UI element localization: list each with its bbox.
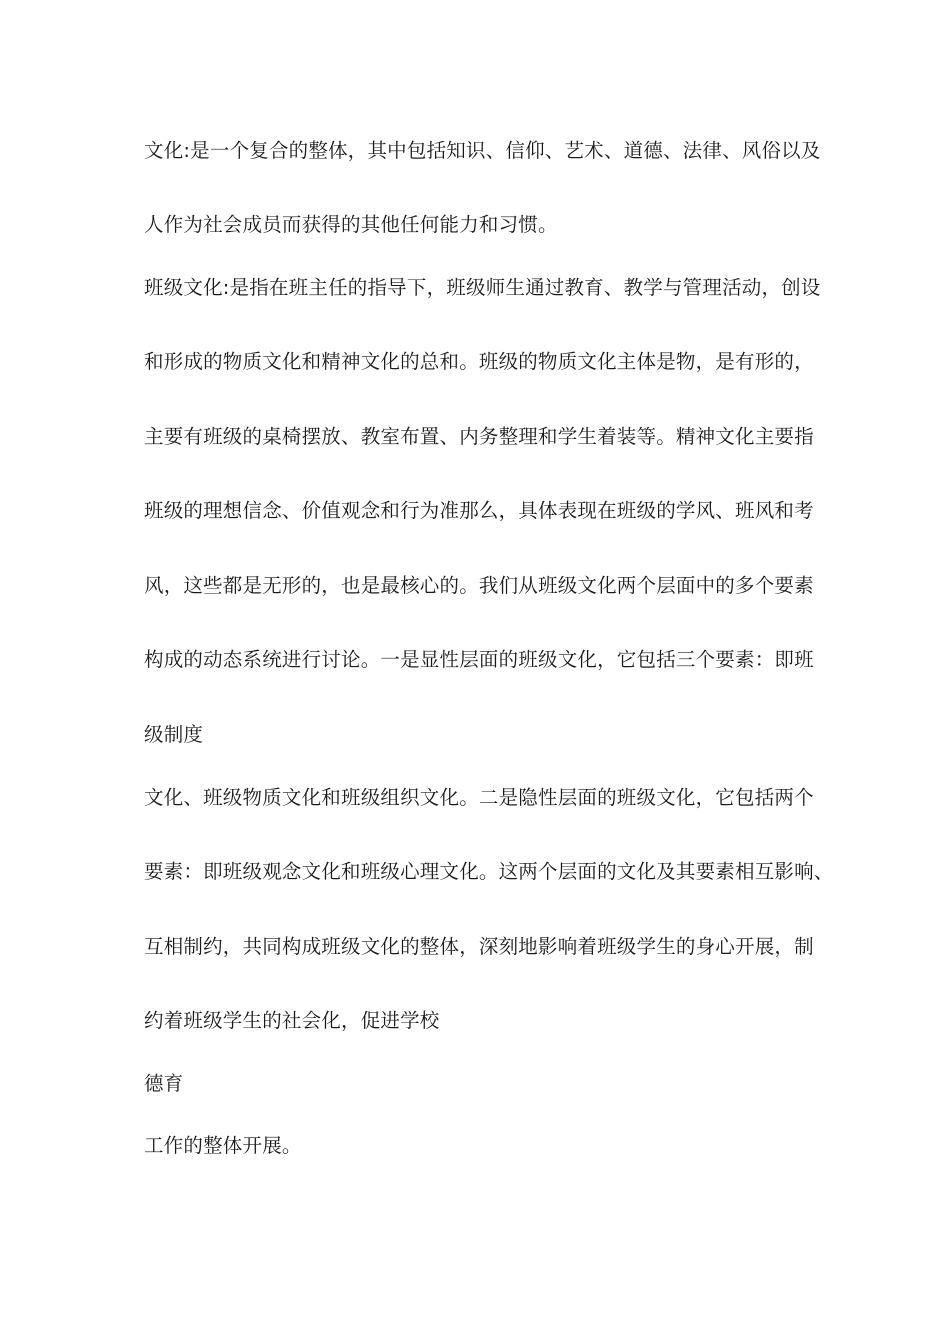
text-line-12: 互相制约，共同构成班级文化的整体，深刻地影响着班级学生的身心开展，制: [144, 935, 814, 958]
text-line-5: 主要有班级的桌椅摆放、教室布置、内务整理和学生着装等。精神文化主要指: [144, 425, 814, 448]
text-line-15: 工作的整体开展。: [144, 1134, 302, 1157]
text-line-4: 和形成的物质文化和精神文化的总和。班级的物质文化主体是物，是有形的，: [144, 350, 814, 373]
text-line-11: 要素：即班级观念文化和班级心理文化。这两个层面的文化及其要素相互影响、: [144, 860, 834, 883]
text-line-13: 约着班级学生的社会化，促进学校: [144, 1009, 440, 1032]
text-line-8: 构成的动态系统进行讨论。一是显性层面的班级文化，它包括三个要素：即班: [144, 648, 814, 671]
text-line-7: 风，这些都是无形的，也是最核心的。我们从班级文化两个层面中的多个要素: [144, 574, 814, 597]
text-line-9: 级制度: [144, 723, 204, 746]
text-line-6: 班级的理想信念、价值观念和行为准那么，具体表现在班级的学风、班风和考: [144, 499, 814, 522]
text-line-1: 文化:是一个复合的整体，其中包括知识、信仰、艺术、道德、法律、风俗以及: [144, 139, 821, 162]
text-line-3: 班级文化:是指在班主任的指导下，班级师生通过教育、教学与管理活动，创设: [144, 276, 821, 299]
text-line-10: 文化、班级物质文化和班级组织文化。二是隐性层面的班级文化，它包括两个: [144, 786, 814, 809]
text-line-14: 德育: [144, 1072, 184, 1095]
text-line-2: 人作为社会成员而获得的其他任何能力和习惯。: [144, 213, 558, 236]
